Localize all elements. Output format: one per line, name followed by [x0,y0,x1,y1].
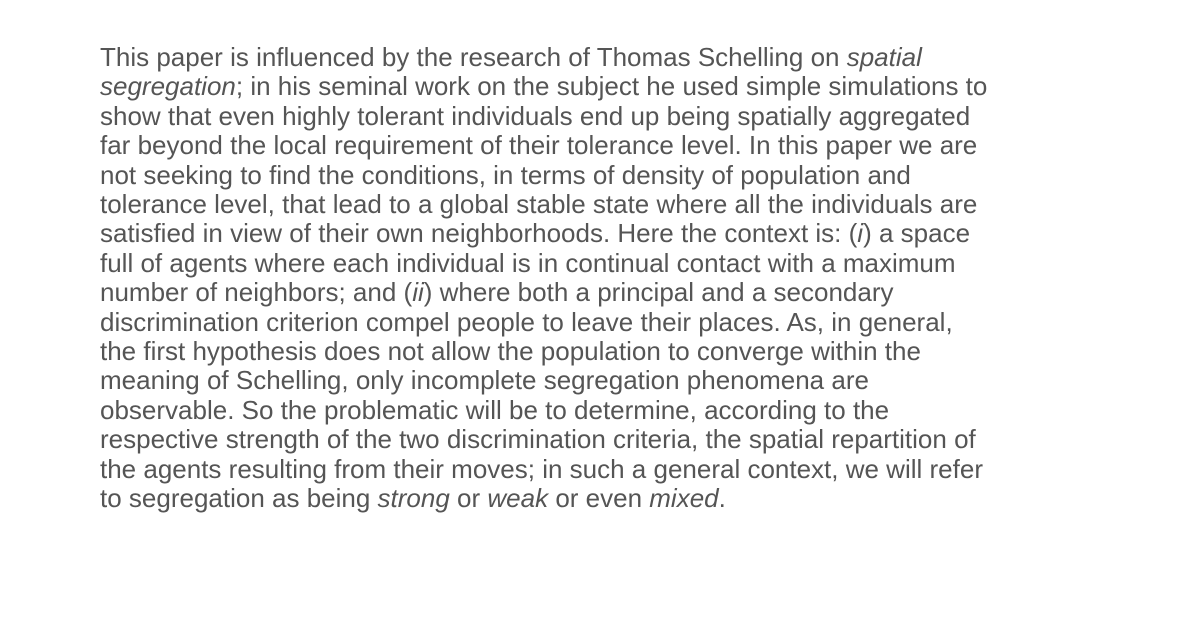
italic-text-run: segregation [100,71,236,102]
text-run: discrimination criterion compel people to leave their places. As, in general, [100,306,953,337]
italic-text-run: i [857,218,864,249]
text-run: ) where both a principal and a secondary [423,277,894,308]
text-run: ) a space [863,218,971,249]
text-run: the agents resulting from their moves; in such a general context, we will refer [100,453,983,484]
text-run: satisfied in view of their own neighborhoods. Here the context is: ( [100,218,858,249]
text-line [100,337,1120,366]
text-run: . [718,483,726,514]
text-run: to segregation as being [100,483,378,514]
text-line [100,131,1120,160]
text-line [100,425,1120,454]
text-run: or even [548,483,650,514]
italic-text-run: weak [487,483,549,514]
text-line [100,396,1120,425]
text-run: ; in his seminal work on the subject he used simple simulations to [235,71,988,102]
text-line [100,455,1120,484]
italic-text-run: strong [377,483,450,514]
text-line [100,43,1120,72]
text-run: observable. So the problematic will be to determine, according to the [100,394,890,425]
text-line [100,219,1120,248]
italic-text-run: spatial [846,42,922,72]
text-run: the first hypothesis does not allow the population to converge within the [100,336,921,367]
text-run: show that even highly tolerant individuals end up being spatially aggregated [100,100,971,131]
text-run: This paper is influenced by the research of Thomas Schelling on [100,42,847,72]
italic-text-run: ii [412,277,424,308]
text-run: far beyond the local requirement of their tolerance level. In this paper we are [100,130,978,161]
text-line [100,366,1120,395]
text-line [100,161,1120,190]
text-line [100,308,1120,337]
text-line [100,249,1120,278]
text-run: meaning of Schelling, only incomplete segregation phenomena are [100,365,869,396]
text-run: not seeking to find the conditions, in terms of density of population and [100,159,911,190]
text-run: respective strength of the two discrimination criteria, the spatial repartition of [100,424,976,455]
text-run: or [449,483,488,514]
abstract-paragraph [100,43,1120,514]
text-run: number of neighbors; and ( [100,277,413,308]
text-line [100,190,1120,219]
italic-text-run: mixed [649,483,719,514]
text-run: tolerance level, that lead to a global stable state where all the individuals are [100,189,978,220]
text-line [100,278,1120,307]
text-line [100,484,1120,513]
text-run: full of agents where each individual is in continual contact with a maximum [100,247,956,278]
text-line [100,72,1120,101]
text-line [100,102,1120,131]
